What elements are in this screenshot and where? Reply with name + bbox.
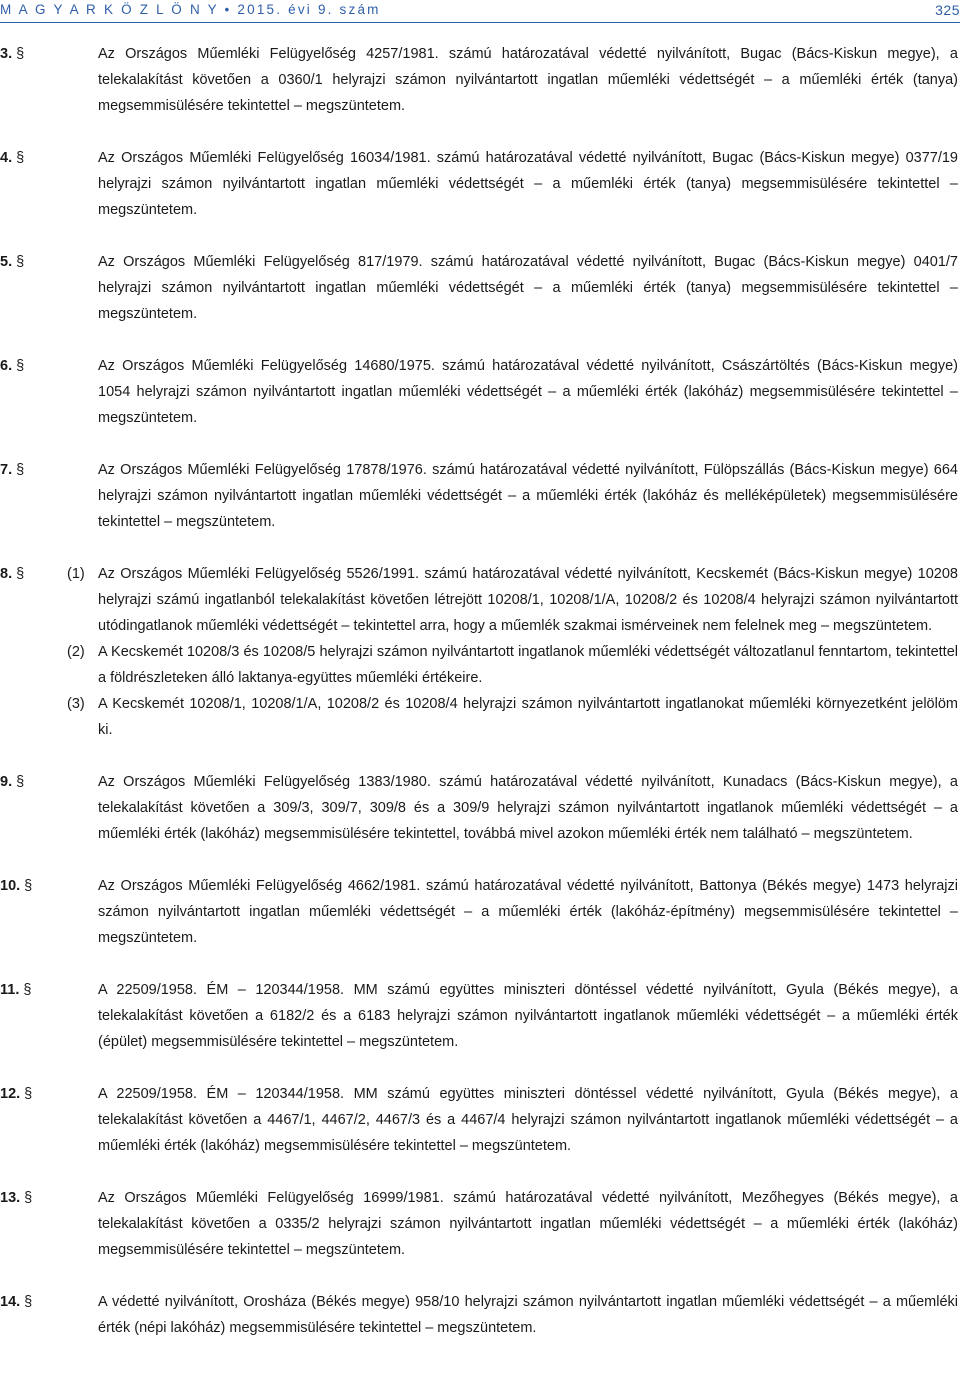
paragraph-sign: § — [16, 150, 25, 166]
section-text: A 22509/1958. ÉM – 120344/1958. MM számú együttes miniszteri döntéssel védetté nyilvánított, Gyula (Békés megye), a telekalakítást követően a 6182/2 és a 6183 helyrajzi számon nyilvántartott ingatlanok műemléki védettségét – a műemléki érték (épület) megsemmisülésére tekintettel – megszüntetem. — [98, 982, 958, 1050]
page-header — [0, 0, 960, 22]
subsection — [0, 561, 960, 639]
section-1 — [0, 145, 960, 223]
section-6 — [0, 769, 960, 847]
section-5 — [0, 561, 960, 743]
paragraph-sign: § — [16, 46, 25, 62]
subsection — [0, 1185, 960, 1263]
section-number-value: 5. — [0, 254, 13, 270]
subsection-label: (1) — [67, 566, 85, 582]
document-body — [0, 41, 960, 1367]
paragraph-sign: § — [23, 982, 32, 998]
subsection — [0, 873, 960, 951]
section-text: Az Országos Műemléki Felügyelőség 4662/1981. számú határozatával védetté nyilvánított, Battonya (Békés megye) 1473 helyrajzi számon nyilvántartott ingatlan műemléki védettségét – a műemléki érték (lakóház-építmény) megsemmisülésére tekintettel – megszüntetem. — [98, 878, 958, 946]
section-8 — [0, 977, 960, 1055]
section-11 — [0, 1289, 960, 1341]
paragraph-sign: § — [24, 1190, 33, 1206]
section-2 — [0, 249, 960, 327]
section-number-value: 13. — [0, 1190, 21, 1206]
section-text: Az Országos Műemléki Felügyelőség 16034/1981. számú határozatával védetté nyilvánított, Bugac (Bács-Kiskun megye) 0377/19 helyrajzi számon nyilvántartott ingatlan műemléki védettségét – a műemléki érték (tanya) megsemmisülésére tekintettel – megszüntetem. — [98, 150, 958, 218]
section-text: Az Országos Műemléki Felügyelőség 16999/1981. számú határozatával védetté nyilvánított, Mezőhegyes (Békés megye), a telekalakítást követően a 0335/2 helyrajzi számon nyilvántartott ingatlan műemléki védettségét – a műemléki érték (lakóház) megsemmisülésére tekintettel – megszüntetem. — [98, 1190, 958, 1258]
paragraph-sign: § — [16, 254, 25, 270]
section-number-value: 7. — [0, 462, 13, 478]
subsection — [0, 1081, 960, 1159]
subsection — [0, 1289, 960, 1341]
section-text: A védetté nyilvánított, Orosháza (Békés megye) 958/10 helyrajzi számon nyilvántartott ingatlan műemléki védettségét – a műemléki érték (népi lakóház) megsemmisülésére tekintettel – megszüntetem. — [98, 1294, 958, 1336]
paragraph-sign: § — [16, 462, 25, 478]
subsection — [0, 41, 960, 119]
section-number-value: 9. — [0, 774, 13, 790]
subsection-label: (2) — [67, 644, 85, 660]
subsection — [0, 145, 960, 223]
section-text: Az Országos Műemléki Felügyelőség 4257/1981. számú határozatával védetté nyilvánított, Bugac (Bács-Kiskun megye), a telekalakítást követően a 0360/1 helyrajzi számon nyilvántartott ingatlan műemléki védettségét – a műemléki érték (tanya) megsemmisülésére tekintettel – megszüntetem. — [98, 46, 958, 114]
journal-title: M A G Y A R K Ö Z L Ö N Y • 2015. évi 9. szám — [0, 2, 381, 17]
section-number-value: 6. — [0, 358, 13, 374]
section-text: Az Országos Műemléki Felügyelőség 5526/1991. számú határozatával védetté nyilvánított, Kecskemét (Bács-Kiskun megye) 10208 helyrajzi számú ingatlanból telekalakítást követően létrejött 10208/1, 10208/1/A, 10208/2 és 10208/4 helyrajzi számon nyilvántartott utódingatlanok műemléki védettségét – tekintettel arra, hogy a műemlék szakmai ismérveinek nem felelnek meg – megszüntetem. — [98, 566, 958, 634]
section-0 — [0, 41, 960, 119]
paragraph-sign: § — [16, 774, 25, 790]
section-number-value: 4. — [0, 150, 13, 166]
paragraph-sign: § — [24, 1086, 33, 1102]
subsection — [0, 769, 960, 847]
section-10 — [0, 1185, 960, 1263]
subsection — [0, 353, 960, 431]
section-9 — [0, 1081, 960, 1159]
section-text: Az Országos Műemléki Felügyelőség 14680/1975. számú határozatával védetté nyilvánított, Császártöltés (Bács-Kiskun megye) 1054 helyrajzi számon nyilvántartott ingatlan műemléki védettségét – a műemléki érték (lakóház) megsemmisülésére tekintettel – megszüntetem. — [98, 358, 958, 426]
section-text: A 22509/1958. ÉM – 120344/1958. MM számú együttes miniszteri döntéssel védetté nyilvánított, Gyula (Békés megye), a telekalakítást követően a 4467/1, 4467/2, 4467/3 és a 4467/4 helyrajzi számon nyilvántartott ingatlanok műemléki védettségét – a műemléki érték (lakóház) megsemmisülésére tekintettel – megszüntetem. — [98, 1086, 958, 1154]
subsection — [0, 977, 960, 1055]
paragraph-sign: § — [16, 358, 25, 374]
subsection-label: (3) — [67, 696, 85, 712]
section-number-value: 14. — [0, 1294, 21, 1310]
subsection — [0, 249, 960, 327]
subsection — [0, 691, 960, 743]
page-number: 325 — [935, 2, 960, 18]
section-number-value: 12. — [0, 1086, 21, 1102]
section-7 — [0, 873, 960, 951]
section-3 — [0, 353, 960, 431]
subsection — [0, 639, 960, 691]
section-text: Az Országos Műemléki Felügyelőség 17878/1976. számú határozatával védetté nyilvánított, Fülöpszállás (Bács-Kiskun megye) 664 helyrajzi számon nyilvántartott ingatlan műemléki védettségét – a műemléki érték (lakóház és melléképületek) megsemmisülésére tekintettel – megszüntetem. — [98, 462, 958, 530]
paragraph-sign: § — [16, 566, 25, 582]
section-text: Az Országos Műemléki Felügyelőség 817/1979. számú határozatával védetté nyilvánított, Bugac (Bács-Kiskun megye) 0401/7 helyrajzi számon nyilvántartott ingatlan műemléki védettségét – a műemléki érték (tanya) megsemmisülésére tekintettel – megszüntetem. — [98, 254, 958, 322]
section-text: A Kecskemét 10208/3 és 10208/5 helyrajzi számon nyilvántartott ingatlanok műemléki védettségét változatlanul fenntartom, tekintettel a földrészleteken álló laktanya-együttes műemléki értékeire. — [98, 644, 958, 686]
paragraph-sign: § — [24, 878, 33, 894]
section-number-value: 11. — [0, 982, 20, 998]
section-text: Az Országos Műemléki Felügyelőség 1383/1980. számú határozatával védetté nyilvánított, Kunadacs (Bács-Kiskun megye), a telekalakítást követően a 309/3, 309/7, 309/8 és a 309/9 helyrajzi számon nyilvántartott ingatlanok műemléki védettségét – a műemléki érték (lakóház) megsemmisülésére tekintettel, továbbá mivel azokon műemléki érték nem található – megszüntetem. — [98, 774, 958, 842]
section-number-value: 10. — [0, 878, 21, 894]
subsection — [0, 457, 960, 535]
section-text: A Kecskemét 10208/1, 10208/1/A, 10208/2 és 10208/4 helyrajzi számon nyilvántartott ingatlanokat műemléki környezetként jelölöm ki. — [98, 696, 958, 738]
section-4 — [0, 457, 960, 535]
paragraph-sign: § — [24, 1294, 33, 1310]
section-number-value: 3. — [0, 46, 13, 62]
header-divider — [0, 22, 960, 23]
section-number-value: 8. — [0, 566, 13, 582]
